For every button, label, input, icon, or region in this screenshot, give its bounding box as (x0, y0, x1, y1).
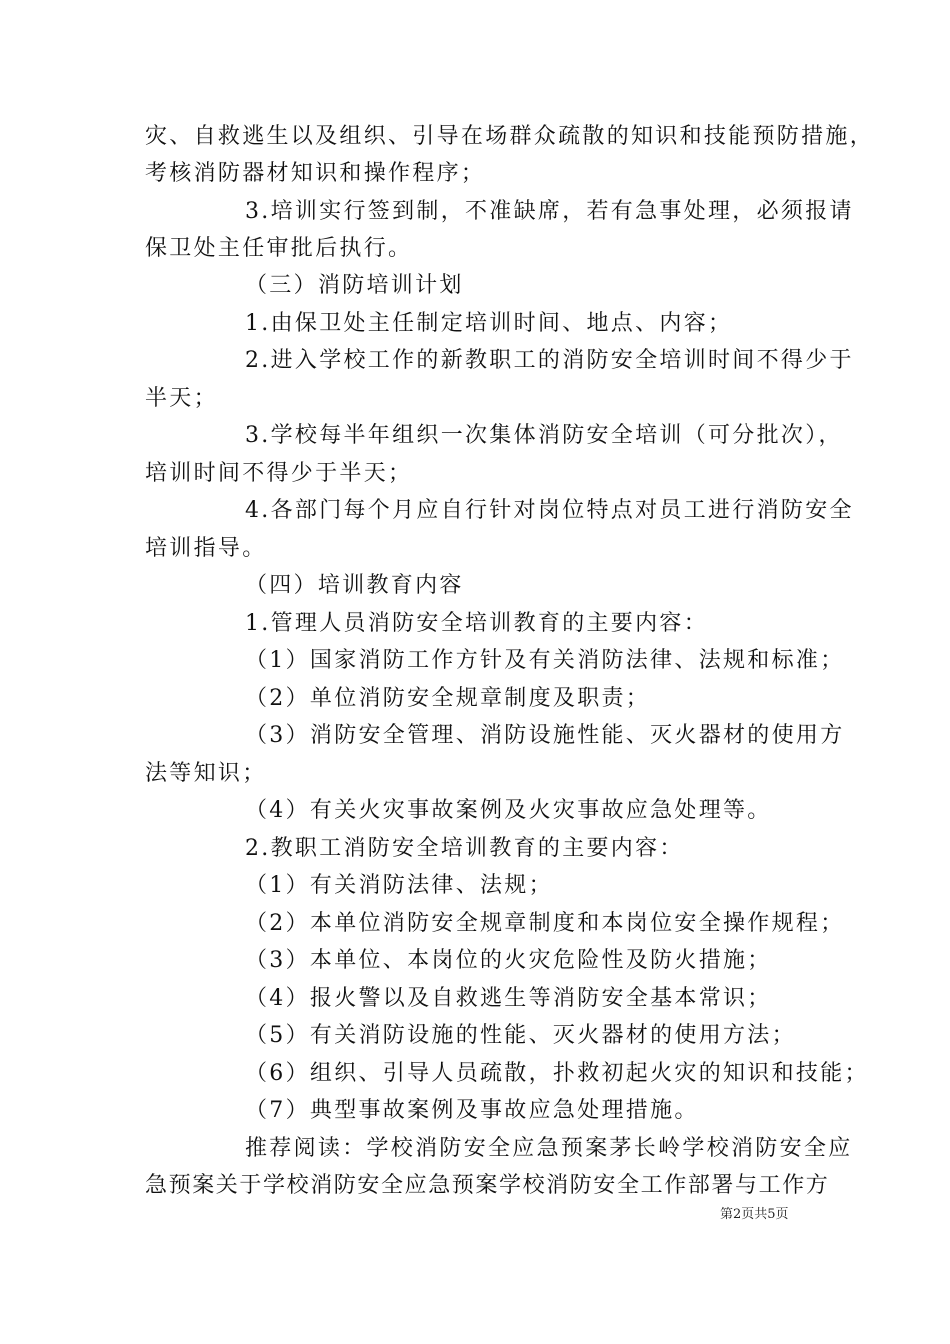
text-line: 保卫处主任审批后执行。 (145, 236, 413, 261)
page-number: 第2页共5页 (720, 1207, 789, 1222)
text-line: （3）本单位、本岗位的火灾危险性及防火措施； (245, 948, 772, 973)
section-heading: （四）培训教育内容 (245, 573, 464, 598)
recommended-reading: 急预案关于学校消防安全应急预案学校消防安全工作部署与工作方 (145, 1173, 830, 1198)
text-line: 3.培训实行签到制，不准缺席，若有急事处理，必须报请 (245, 199, 854, 224)
text-line: （7）典型事故案例及事故应急处理措施。 (245, 1098, 699, 1123)
text-line: （6）组织、引导人员疏散，扑救初起火灾的知识和技能； (245, 1061, 869, 1086)
text-line: 培训指导。 (145, 536, 267, 561)
text-line: （3）消防安全管理、消防设施性能、灭火器材的使用方 (245, 723, 845, 748)
text-line: （1）有关消防法律、法规； (245, 873, 553, 898)
text-line: 2.教职工消防安全培训教育的主要内容： (245, 836, 684, 861)
text-line: 1.由保卫处主任制定培训时间、地点、内容； (245, 311, 733, 336)
text-line: （2）单位消防安全规章制度及职责； (245, 686, 651, 711)
text-line: 4.各部门每个月应自行针对岗位特点对员工进行消防安全 (245, 498, 854, 523)
section-heading: （三）消防培训计划 (245, 273, 464, 298)
text-line: 法等知识； (145, 761, 267, 786)
text-line: 半天； (145, 386, 218, 411)
text-line: 考核消防器材知识和操作程序； (145, 161, 486, 186)
text-line: 培训时间不得少于半天； (145, 461, 413, 486)
text-line: （2）本单位消防安全规章制度和本岗位安全操作规程； (245, 911, 845, 936)
text-line: （4）报火警以及自救逃生等消防安全基本常识； (245, 986, 772, 1011)
text-line: 1.管理人员消防安全培训教育的主要内容： (245, 611, 708, 636)
text-line: 3.学校每半年组织一次集体消防安全培训（可分批次）， (245, 423, 843, 448)
text-line: （4）有关火灾事故案例及火灾事故应急处理等。 (245, 798, 772, 823)
text-line: 2.进入学校工作的新教职工的消防安全培训时间不得少于 (245, 348, 854, 373)
text-line: 灾、自救逃生以及组织、引导在场群众疏散的知识和技能预防措施， (145, 124, 875, 149)
text-line: （5）有关消防设施的性能、灭火器材的使用方法； (245, 1023, 796, 1048)
text-line: （1）国家消防工作方针及有关消防法律、法规和标准； (245, 648, 845, 673)
recommended-reading: 推荐阅读：学校消防安全应急预案茅长岭学校消防安全应 (245, 1136, 853, 1161)
